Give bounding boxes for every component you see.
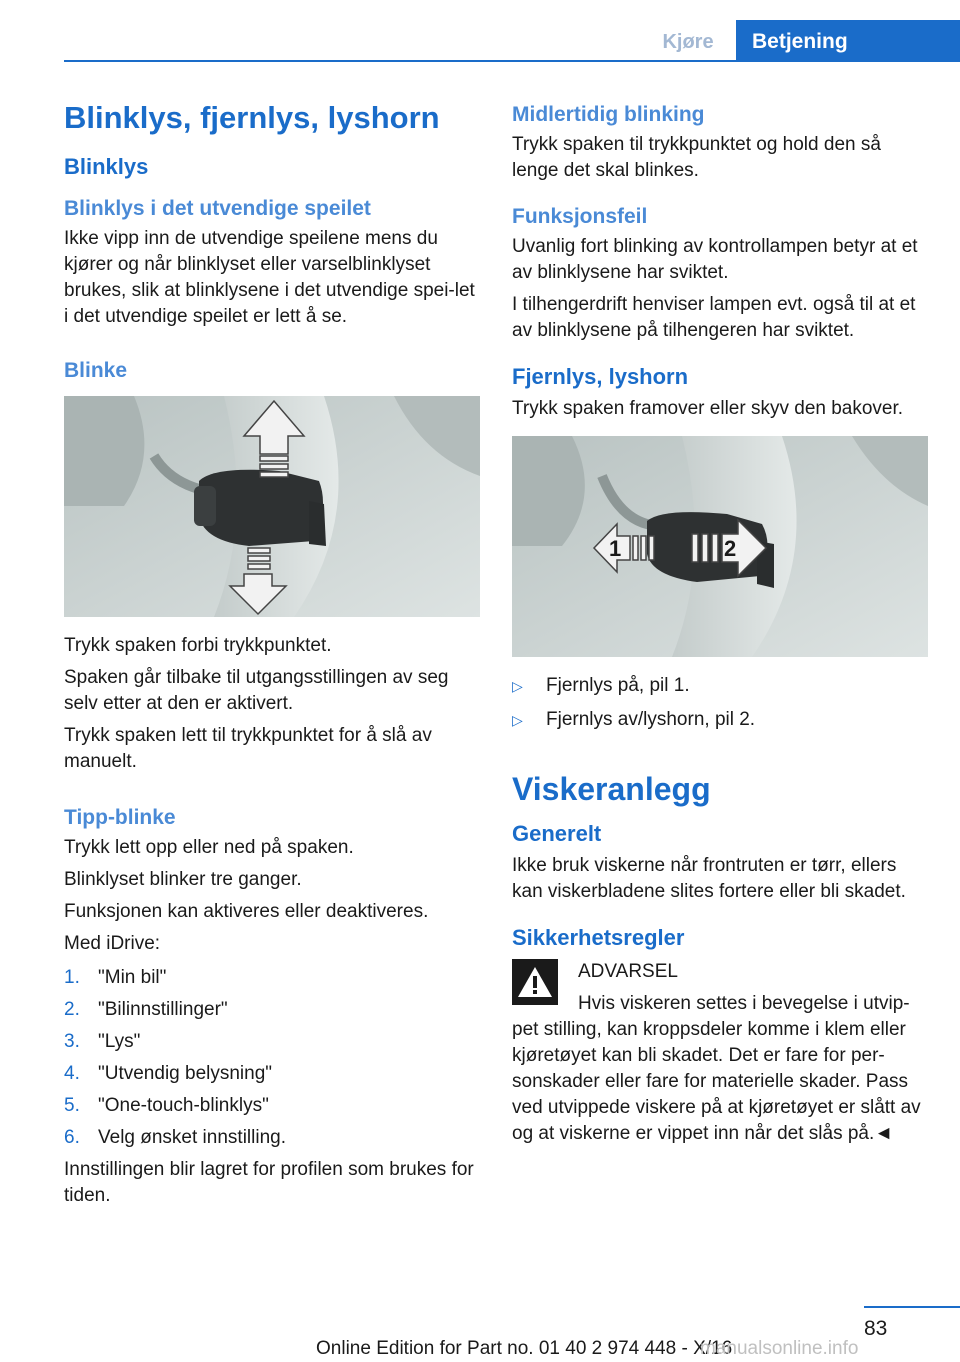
- warning-triangle-icon: [516, 965, 554, 999]
- turn-signal-lever-illustration: [64, 396, 480, 617]
- list-text: Fjernlys på, pil 1.: [546, 675, 690, 696]
- left-column: [64, 96, 480, 1215]
- list-number: 1.: [64, 967, 80, 988]
- list-text: "Utvendig belysning": [98, 1063, 273, 1084]
- list-text: Fjernlys av/lyshorn, pil 2.: [546, 709, 756, 730]
- subsection-title-sikkerhetsregler: Sikkerhetsregler: [512, 925, 685, 950]
- section-title-viskeranlegg: Viskeranlegg: [512, 771, 711, 807]
- paragraph-speilet: Ikke vipp inn de utvendige speilene mens du kjører og når blinklyset eller varselblinklyset brukes, slik at blinklysene i det utvendige spei-let i det utvendige speilet er lett å se.: [64, 228, 475, 327]
- right-column: [512, 96, 928, 1147]
- warning-icon: [512, 959, 558, 1005]
- subsection-title-fjernlys: Fjernlys, lyshorn: [512, 364, 689, 389]
- paragraph-fjernlys: Trykk spaken framover eller skyv den bakover.: [512, 398, 904, 419]
- heading-blinklys-speilet: Blinklys i det utvendige speilet: [64, 197, 371, 220]
- list-text: "One-touch-blinklys": [98, 1095, 269, 1116]
- arrow-1-label: 1: [609, 536, 622, 561]
- page-header: [0, 0, 960, 62]
- list-item: [64, 1029, 480, 1055]
- list-number: 2.: [64, 999, 80, 1020]
- list-item: [64, 1061, 480, 1087]
- fjernlys-bullet-list: [512, 673, 928, 733]
- paragraph-idrive: Med iDrive:: [64, 933, 161, 954]
- warning-box: [512, 959, 928, 1147]
- tab-betjening[interactable]: Betjening: [736, 20, 960, 62]
- idrive-steps-list: [64, 965, 480, 1151]
- list-number: 3.: [64, 1031, 80, 1052]
- list-item: [64, 1125, 480, 1151]
- paragraph-lagret: Innstillingen blir lagret for profilen som brukes for tiden.: [64, 1159, 474, 1206]
- edition-footer: Online Edition for Part no. 01 40 2 974 448 - X/16: [316, 1338, 733, 1359]
- section-title-blinklys-fjernlys: Blinklys, fjernlys, lyshorn: [64, 100, 440, 135]
- list-number: 4.: [64, 1063, 80, 1084]
- figure-turn-signal-lever: [64, 396, 480, 617]
- triangle-bullet-icon: ▷: [512, 678, 523, 694]
- heading-funksjonsfeil: Funksjonsfeil: [512, 205, 648, 228]
- paragraph-tilbake: Spaken går tilbake til utgangsstillingen av seg selv etter at den er aktivert.: [64, 667, 449, 714]
- watermark: manualsonline.info: [700, 1338, 859, 1359]
- list-text: "Lys": [98, 1031, 141, 1052]
- header-rule: [64, 60, 960, 62]
- paragraph-lett: Trykk spaken lett til trykkpunktet for å slå av manuelt.: [64, 725, 432, 772]
- arrow-2-label: 2: [724, 536, 737, 561]
- paragraph-midlertidig: Trykk spaken til trykkpunktet og hold den så lenge det skal blinkes.: [512, 134, 881, 181]
- list-number: 5.: [64, 1095, 80, 1116]
- heading-blinke: Blinke: [64, 359, 128, 382]
- page-number: 83: [864, 1317, 888, 1340]
- list-text: "Bilinnstillinger": [98, 999, 228, 1020]
- footer-rule: [864, 1306, 960, 1308]
- triangle-bullet-icon: ▷: [512, 712, 523, 728]
- list-text: "Min bil": [98, 967, 167, 988]
- high-beam-lever-illustration: [512, 436, 928, 657]
- paragraph-tipp-3: Funksjonen kan aktiveres eller deaktiveres.: [64, 901, 429, 922]
- list-number: 6.: [64, 1127, 80, 1148]
- list-item: [64, 1093, 480, 1119]
- list-item: [64, 965, 480, 991]
- list-text: Velg ønsket innstilling.: [98, 1127, 286, 1148]
- list-item: [512, 673, 928, 699]
- paragraph-feil-2: I tilhengerdrift henviser lampen evt. også til at et av blinklysene på tilhengeren har sviktet.: [512, 294, 916, 341]
- warning-text: Hvis viskeren settes i bevegelse i utvip-pet stilling, kan kroppsdeler komme i klem eller kjøretøyet kan bli skadet. Det er fare for per-sonskader eller fare for materielle skader. Pass ved utvippede viskere på at kjøretøyet er slått av og at viskerne er vippet inn når det slås på.◄: [512, 993, 921, 1144]
- heading-midlertidig: Midlertidig blinking: [512, 103, 705, 126]
- paragraph-feil-1: Uvanlig fort blinking av kontrollampen betyr at et av blinklysene har sviktet.: [512, 236, 918, 283]
- paragraph-generelt: Ikke bruk viskerne når frontruten er tørr, ellers kan viskerbladene slites fortere eller bli skadet.: [512, 855, 906, 902]
- warning-heading: ADVARSEL: [578, 961, 678, 982]
- paragraph-tipp-2: Blinklyset blinker tre ganger.: [64, 869, 302, 890]
- subsection-title-blinklys: Blinklys: [64, 154, 149, 179]
- paragraph-forbi: Trykk spaken forbi trykkpunktet.: [64, 635, 332, 656]
- list-item: [64, 997, 480, 1023]
- figure-high-beam-lever: [512, 436, 928, 657]
- heading-tipp-blinke: Tipp-blinke: [64, 806, 176, 829]
- subsection-title-generelt: Generelt: [512, 821, 602, 846]
- list-item: [512, 707, 928, 733]
- paragraph-tipp-1: Trykk lett opp eller ned på spaken.: [64, 837, 354, 858]
- tab-kjore[interactable]: Kjøre: [662, 31, 714, 53]
